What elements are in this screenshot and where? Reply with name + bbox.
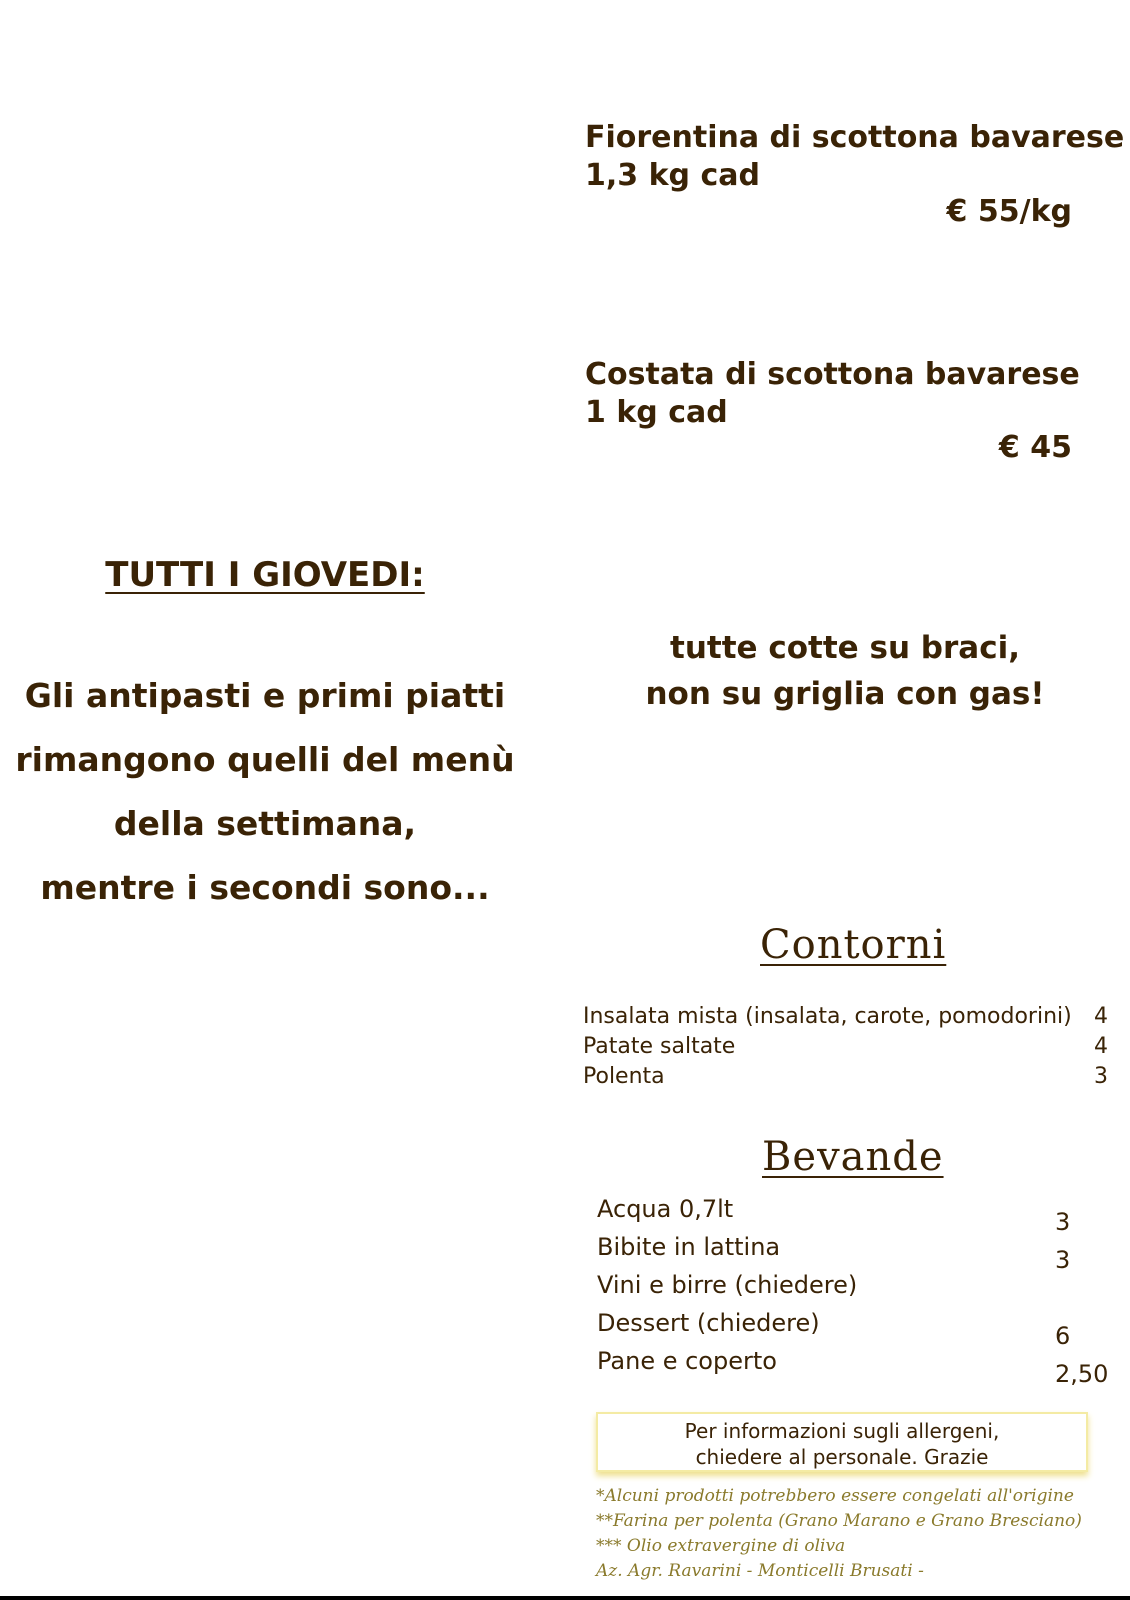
list-item: Vini e birre (chiedere) xyxy=(597,1271,858,1299)
item-label: Insalata mista (insalata, carote, pomodorini) xyxy=(583,1004,1072,1029)
cooking-note xyxy=(585,625,1105,717)
bottom-border xyxy=(0,1596,1130,1600)
item-price: 2,50 xyxy=(1055,1360,1109,1388)
dish-price: € 55/kg xyxy=(946,194,1072,229)
footnote-line: **Farina per polenta (Grano Marano e Grano Bresciano) xyxy=(596,1511,1082,1531)
thursday-title: TUTTI I GIOVEDI: xyxy=(105,555,425,595)
footnote-line: *Alcuni prodotti potrebbero essere congelati all'origine xyxy=(596,1486,1074,1506)
footnotes xyxy=(596,1484,1116,1584)
item-label: Polenta xyxy=(583,1064,665,1089)
thursday-description xyxy=(0,664,530,920)
list-item: Bibite in lattina xyxy=(597,1233,781,1261)
description-line: rimangono quelli del menù xyxy=(15,740,515,779)
item-price: 4 xyxy=(1094,1004,1108,1029)
dish-weight: 1 kg cad xyxy=(585,395,728,430)
item-price: 3 xyxy=(1055,1246,1071,1274)
list-item: Acqua 0,7lt xyxy=(597,1195,734,1223)
item-price: 6 xyxy=(1055,1322,1071,1350)
footnote-line: *** Olio extravergine di oliva xyxy=(596,1536,846,1556)
footnote-line: Az. Agr. Ravarini - Monticelli Brusati - xyxy=(596,1561,924,1581)
list-item xyxy=(583,1064,1108,1092)
dish-name: Costata di scottona bavarese xyxy=(585,357,1080,392)
item-price: 3 xyxy=(1094,1064,1108,1089)
list-item xyxy=(583,1034,1108,1062)
dish-fiorentina xyxy=(585,119,1124,195)
dish-costata xyxy=(585,356,1080,432)
allergen-line: chiedere al personale. Grazie xyxy=(695,1445,989,1469)
list-item: Dessert (chiedere) xyxy=(597,1309,820,1337)
description-line: della settimana, xyxy=(113,804,417,843)
dish-name: Fiorentina di scottona bavarese xyxy=(585,120,1125,155)
cooking-note-line: tutte cotte su braci, xyxy=(670,630,1020,666)
description-line: Gli antipasti e primi piatti xyxy=(24,676,506,715)
dish-weight: 1,3 kg cad xyxy=(585,158,760,193)
description-line: mentre i secondi sono... xyxy=(40,868,490,907)
cooking-note-line: non su griglia con gas! xyxy=(645,676,1045,712)
list-item xyxy=(583,1004,1108,1032)
item-price: 3 xyxy=(1055,1208,1071,1236)
item-label: Patate saltate xyxy=(583,1034,736,1059)
item-price: 4 xyxy=(1094,1034,1108,1059)
allergen-notice xyxy=(596,1412,1088,1472)
contorni-heading: Contorni xyxy=(760,922,947,968)
bevande-heading: Bevande xyxy=(762,1134,944,1180)
list-item: Pane e coperto xyxy=(597,1347,777,1375)
dish-price: € 45 xyxy=(998,430,1072,465)
allergen-line: Per informazioni sugli allergeni, xyxy=(684,1419,1000,1443)
